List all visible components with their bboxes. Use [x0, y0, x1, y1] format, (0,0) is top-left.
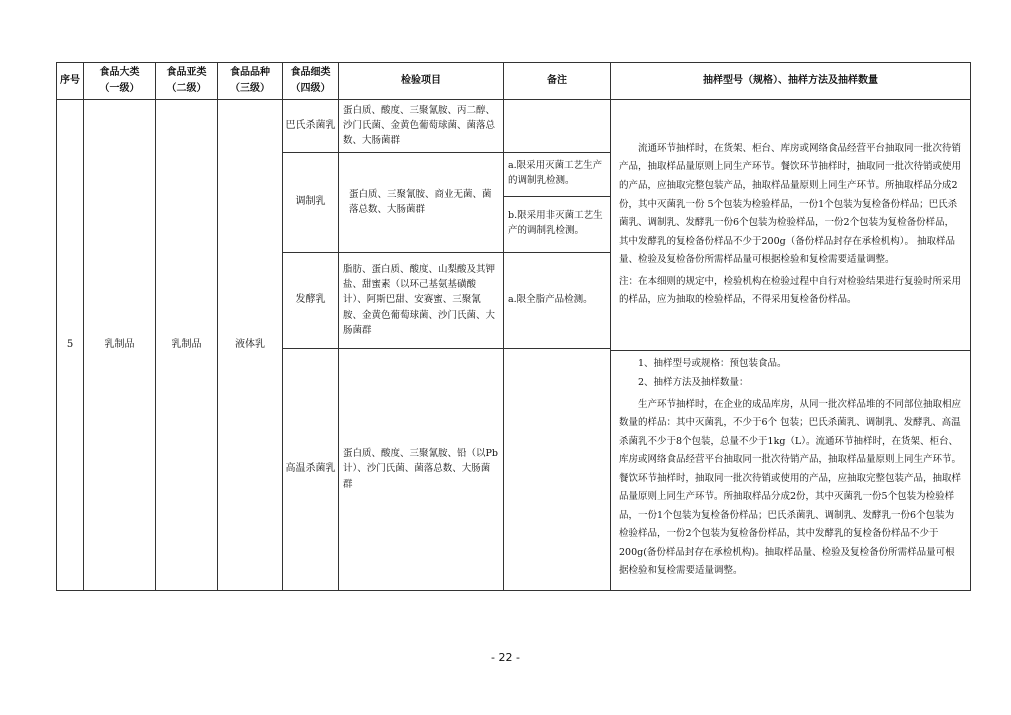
category-cell: 乳制品	[84, 100, 156, 591]
header-subclass: 食品细类 （四级）	[283, 63, 339, 100]
sampling-spec-table	[56, 62, 971, 591]
seq-cell: 5	[57, 100, 84, 591]
header-subcategory: 食品亚类 （二级）	[156, 63, 218, 100]
items-cell: 脂肪、蛋白质、酸度、山梨酸及其钾盐、甜蜜素（以环己基氨基磺酸计）、阿斯巴甜、安赛蜜、三聚氰胺、金黄色葡萄球菌、沙门氏菌、大肠菌群	[339, 252, 504, 348]
subclass-cell: 高温杀菌乳	[283, 348, 339, 590]
sampling-method-upper	[611, 100, 971, 351]
remark-cell: b.限采用非灭菌工艺生产的调制乳检测。	[504, 196, 611, 252]
items-cell: 蛋白质、酸度、三聚氰胺、铅（以Pb计）、沙门氏菌、菌落总数、大肠菌群	[339, 348, 504, 590]
header-category: 食品大类 （一级）	[84, 63, 156, 100]
variety-cell: 液体乳	[218, 100, 283, 591]
header-sampling: 抽样型号（规格）、抽样方法及抽样数量	[611, 63, 971, 100]
sampling-method-lower	[611, 350, 971, 590]
subclass-cell: 发酵乳	[283, 252, 339, 348]
subclass-cell: 调制乳	[283, 152, 339, 252]
remark-cell: a.限全脂产品检测。	[504, 252, 611, 348]
sampling-note: 注：在本细则的规定中，检验机构在检验过程中自行对检验结果进行复验时所采用的样品，应为抽取的检验样品，不得采用复检备份样品。	[619, 275, 962, 306]
remark-cell	[504, 348, 611, 590]
items-cell: 蛋白质、酸度、三聚氰胺、丙二醇、沙门氏菌、金黄色葡萄球菌、菌落总数、大肠菌群	[339, 100, 504, 153]
sampling-paragraph: 流通环节抽样时，在货架、柜台、库房或网络食品经营平台抽取同一批次待销产品，抽取样品量原则上同生产环节。餐饮环节抽样时，抽取同一批次待销或使用的产品，应抽取完整包装产品，抽取样品量原则上同生产环节。所抽取样品分成2份，其中灭菌乳一份 5个包装为检验样品，一份1个包装为复检备份样品；巴氏杀菌乳、调制乳、发酵乳一份6个包装为检验样品，一份2个包装为复检备份样品，其中发酵乳的复检备份样品不少于200g（备份样品封存在承检机构）。 抽取样品量、检验及复检备份所需样品量可根据检验和复检需要适量调整。	[619, 142, 962, 266]
page-number: - 22 -	[491, 651, 520, 664]
subclass-cell: 巴氏杀菌乳	[283, 100, 339, 153]
items-cell: 蛋白质、三聚氰胺、商业无菌、菌落总数、大肠菌群	[339, 152, 504, 252]
header-remarks: 备注	[504, 63, 611, 100]
header-seq: 序号	[57, 63, 84, 100]
table-header-row	[57, 63, 971, 100]
sampling-paragraph: 生产环节抽样时，在企业的成品库房，从同一批次样品堆的不同部位抽取相应数量的样品：其中灭菌乳，不少于6个 包装；巴氏杀菌乳、调制乳、发酵乳、高温杀菌乳不少于8个包装，总量不少于1kg（L）。流通环节抽样时，在货架、柜台、库房或网络食品经营平台抽取同一批次待销产品，抽取样品量原则上同生产环节。餐饮环节抽样时，抽取同一批次待销或使用的产品，应抽取完整包装产品，抽取样品量原则上同生产环节。所抽取样品分成2份，其中灭菌乳一份5个包装为检验样品，一份1个包装为复检备份样品；巴氏杀菌乳、调制乳、发酵乳一份6个包装为检验样品，一份2个包装为复检备份样品，其中发酵乳的复检备份样品不少于200g(备份样品封存在承检机构)。抽取样品量、检验及复检备份所需样品量可根据检验和复检需要适量调整。	[619, 398, 962, 577]
sampling-method-line: 2、抽样方法及抽样数量：	[638, 376, 749, 388]
header-items: 检验项目	[339, 63, 504, 100]
remark-cell: a.限采用灭菌工艺生产的调制乳检测。	[504, 152, 611, 196]
header-variety: 食品品种 （三级）	[218, 63, 283, 100]
table-row	[57, 100, 971, 153]
subcategory-cell: 乳制品	[156, 100, 218, 591]
remark-cell	[504, 100, 611, 153]
sampling-spec-line: 1、抽样型号或规格：预包装食品。	[638, 358, 787, 370]
